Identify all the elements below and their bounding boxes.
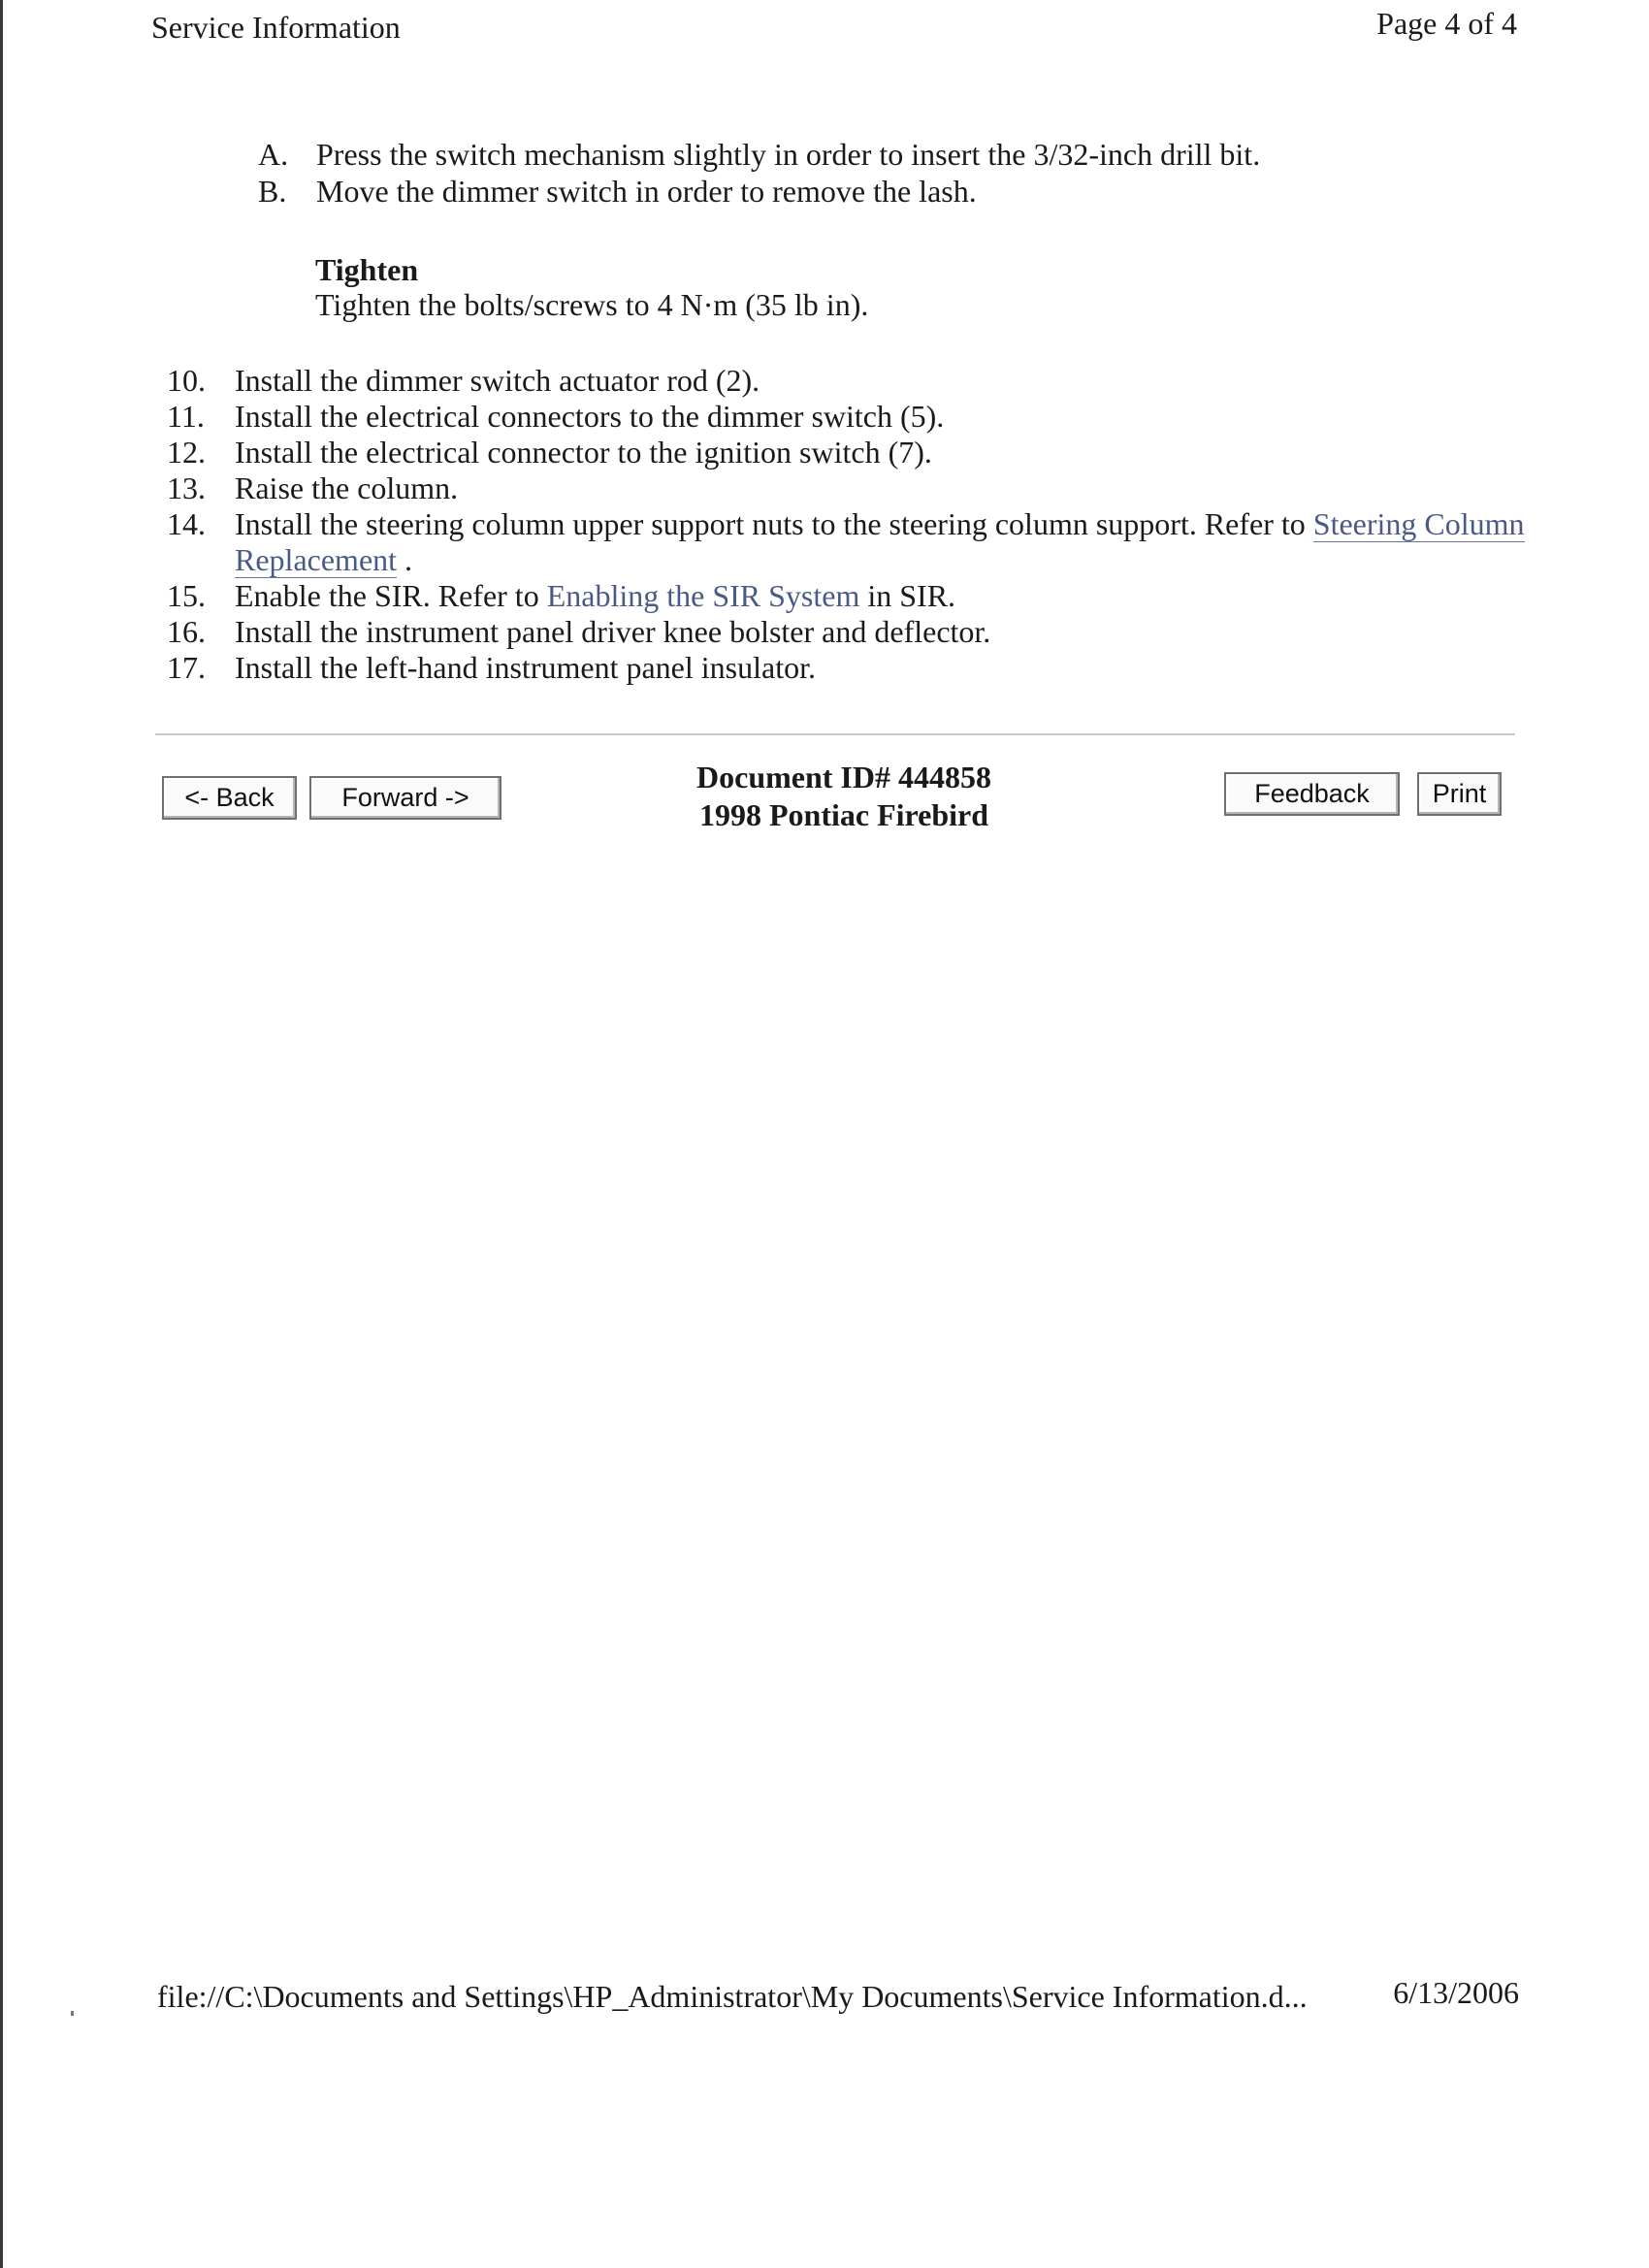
step-list bbox=[167, 363, 1525, 686]
step-number: 17. bbox=[167, 650, 206, 685]
substep-letter: B. bbox=[258, 174, 287, 209]
tighten-note bbox=[315, 252, 868, 322]
header-title: Service Information bbox=[151, 10, 401, 45]
step-number: 12. bbox=[167, 435, 206, 470]
step-item bbox=[167, 470, 1525, 506]
page-number: Page 4 of 4 bbox=[1376, 6, 1517, 41]
step-text-before: Install the steering column upper support nuts to the steering column support. Refer to bbox=[235, 506, 1313, 541]
step-number: 11. bbox=[167, 399, 205, 434]
step-text-before: Enable the SIR. Refer to bbox=[235, 578, 547, 613]
step-item bbox=[167, 614, 1525, 650]
document-info bbox=[621, 759, 1067, 834]
print-button[interactable]: Print bbox=[1417, 772, 1502, 816]
substep-letter: A. bbox=[258, 137, 289, 172]
step-text: Install the instrument panel driver knee bolster and deflector. bbox=[235, 614, 991, 649]
back-button[interactable]: <- Back bbox=[162, 776, 297, 820]
substep-text: Press the switch mechanism slightly in order to insert the 3/32-inch drill bit. bbox=[316, 137, 1261, 172]
vehicle-name: 1998 Pontiac Firebird bbox=[698, 797, 989, 832]
feedback-button[interactable]: Feedback bbox=[1224, 772, 1400, 816]
document-id: Document ID# 444858 bbox=[696, 760, 991, 794]
step-number: 10. bbox=[167, 363, 206, 398]
step-item bbox=[167, 578, 1525, 614]
tighten-heading: Tighten bbox=[315, 252, 419, 287]
footer-date: 6/13/2006 bbox=[1393, 1975, 1519, 2010]
step-item bbox=[167, 399, 1525, 435]
step-text: Install the dimmer switch actuator rod (2). bbox=[235, 363, 760, 398]
step-text-after: . bbox=[397, 542, 413, 577]
substep-item bbox=[258, 136, 1260, 173]
tighten-text: Tighten the bolts/screws to 4 N·m (35 lb in). bbox=[315, 287, 869, 322]
step-text: Install the electrical connector to the ignition switch (7). bbox=[235, 435, 932, 470]
step-text-after: in SIR. bbox=[859, 578, 956, 613]
forward-button[interactable]: Forward -> bbox=[309, 776, 501, 820]
footer-file-path: file://C:\Documents and Settings\HP_Administrator\My Documents\Service Information.d... bbox=[157, 1979, 1308, 2014]
step-item bbox=[167, 506, 1525, 578]
substep-text: Move the dimmer switch in order to remove the lash. bbox=[316, 174, 977, 209]
step-number: 13. bbox=[167, 470, 206, 505]
step-text: Raise the column. bbox=[235, 470, 459, 505]
steering-column-replacement-link[interactable]: Steering Column Replacement bbox=[235, 506, 1525, 577]
substep-list bbox=[258, 136, 1260, 210]
step-text: Install the electrical connectors to the dimmer switch (5). bbox=[235, 399, 945, 434]
step-item bbox=[167, 363, 1525, 399]
step-item bbox=[167, 435, 1525, 470]
step-number: 16. bbox=[167, 614, 206, 649]
step-text bbox=[235, 506, 1525, 578]
divider bbox=[155, 733, 1515, 735]
scan-edge bbox=[0, 0, 3, 2268]
step-text bbox=[235, 578, 1525, 614]
step-text: Install the left-hand instrument panel insulator. bbox=[235, 650, 816, 685]
step-item bbox=[167, 650, 1525, 686]
step-number: 14. bbox=[167, 506, 206, 541]
step-number: 15. bbox=[167, 578, 206, 613]
enabling-sir-system-link[interactable]: Enabling the SIR System bbox=[546, 578, 860, 613]
substep-item bbox=[258, 173, 1260, 210]
scan-speck bbox=[71, 2011, 74, 2016]
